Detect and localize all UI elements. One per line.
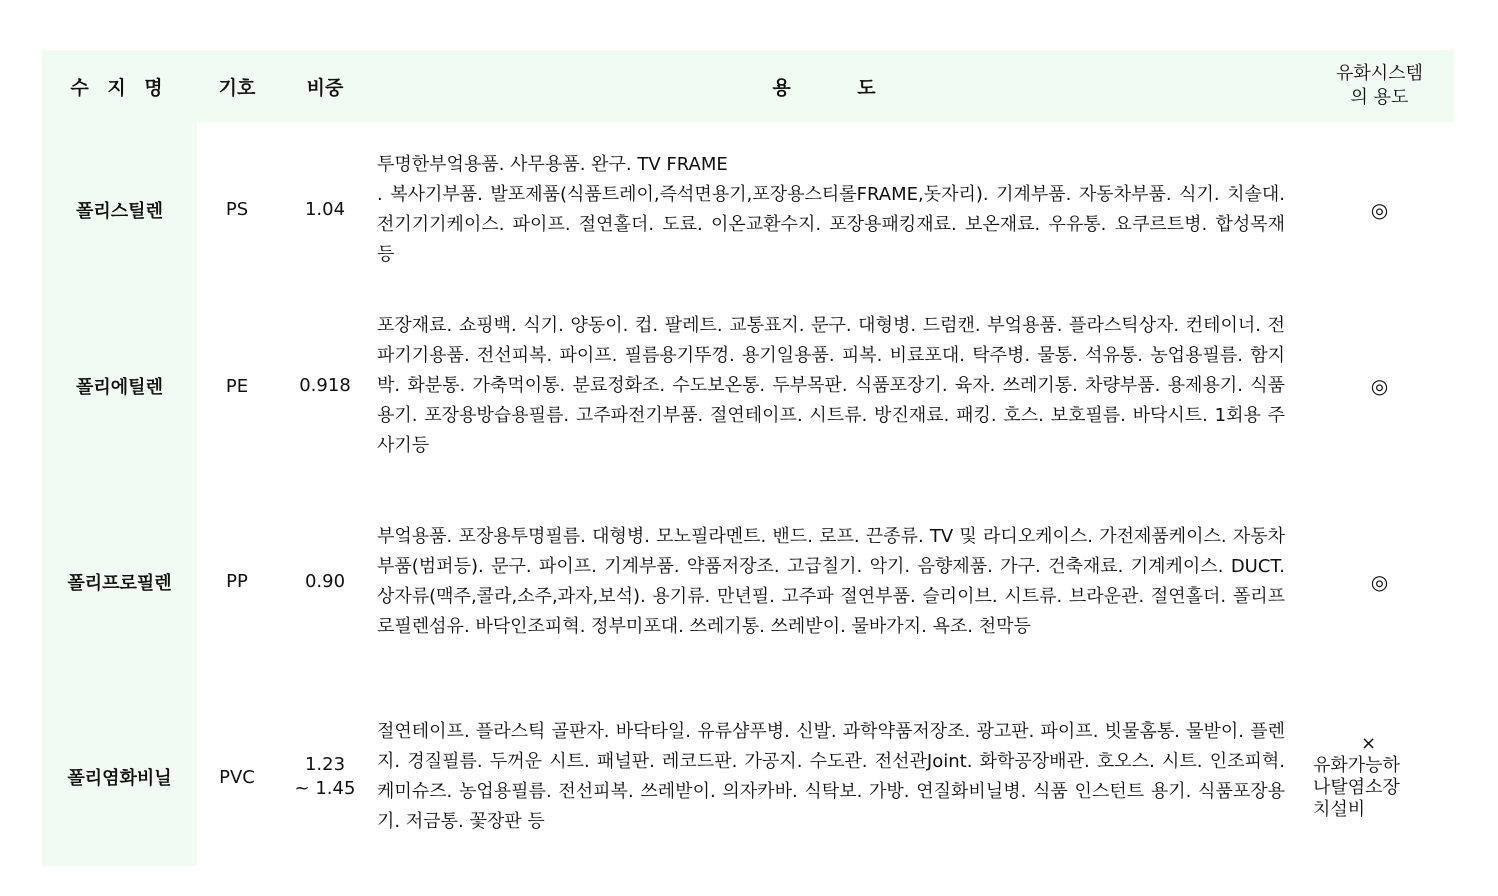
header-vulcan-line1: 유화시스템 — [1336, 63, 1423, 84]
resin-symbol: PP — [226, 571, 248, 592]
header-gravity: 비중 — [306, 76, 344, 99]
usage-line: 투명한부엌용품. 사무용품. 완구. TV FRAME — [377, 153, 728, 175]
resin-name: 폴리에틸렌 — [42, 297, 197, 475]
table-row — [42, 688, 1454, 866]
resin-name: 폴리프로필렌 — [42, 475, 197, 688]
resin-symbol: PVC — [219, 766, 255, 788]
resin-usage: 부엌용품. 포장용투명필름. 대형병. 모노필라멘트. 밴드. 로프. 끈종류. TV 및 라디오케이스. 가전제품케이스. 자동차부품(범퍼등). 문구. 파이프. 기계부품. 약품저장조. 고급칠기. 악기. 음향제품. 가구. 건축재료. 기계케이스. DUCT. 상자류(맥주,콜라,소주,과자,보석). 용기류. 만년필. 고주파 절연부품. 슬리이브. 시트류. 브라운관. 절연홀더. 폴리프로필렌섬유. 바닥인조피혁. 정부미포대. 쓰레기통. 쓰레받이. 물바가지. 욕조. 천막등 — [377, 525, 1285, 637]
resin-usage: 포장재료. 쇼핑백. 식기. 양동이. 컵. 팔레트. 교통표지. 문구. 대형병. 드럼캔. 부엌용품. 플라스틱상자. 컨테이너. 전파기기용품. 전선피복. 파이프. 필름용기뚜껑. 용기일용품. 피복. 비료포대. 탁주병. 물통. 석유통. 농업용필름. 함지박. 화분통. 가축먹이통. 분료정화조. 수도보온통. 두부목판. 식품포장기. 육자. 쓰레기통. 차량부품. 용제용기. 식품용기. 포장용방습용필름. 고주파전기부품. 절연테이프. 시트류. 방진재료. 패킹. 호스. 보호필름. 바닥시트. 1회용 주사기등 — [377, 315, 1285, 456]
usage-line: . 복사기부품. 발포제품(식품트레이,즉석면용기,포장용스티롤FRAME,돗자리). 기계부품. 자동차부품. 식기. 치솔대. 전기기기케이스. 파이프. 절연홀더. 도료. 이온교환수지. 포장용패킹재료. 보온재료. 우유통. 요쿠르트병. 합성목재 등 — [377, 183, 1285, 265]
resin-symbol: PE — [225, 375, 249, 397]
vulcan-usage-note — [1305, 688, 1454, 866]
vulcan-usage-mark: ◎ — [1370, 569, 1389, 594]
header-vulcan-line2: 의 용도 — [1350, 87, 1409, 108]
table-header-row — [42, 50, 1454, 122]
resin-usage-table — [42, 50, 1454, 866]
resin-name: 폴리염화비닐 — [42, 688, 197, 866]
header-vulcan-usage — [1305, 50, 1454, 122]
vulcan-note-line: 유화가능하 — [1313, 755, 1400, 776]
vulcan-note-line: 치설비 — [1313, 799, 1366, 820]
resin-gravity: 1.04 — [304, 198, 346, 220]
header-usage: 용 도 — [772, 76, 906, 99]
resin-usage — [373, 122, 1305, 297]
resin-usage: 절연테이프. 플라스틱 골판자. 바닥타일. 유류샴푸병. 신발. 과학약품저장조. 광고판. 파이프. 빗물홈통. 물받이. 플렌지. 경질필름. 두꺼운 시트. 패널판. 레코드판. 가공지. 수도관. 전선관Joint. 화학공장배관. 호오스. 시트. 인조피혁. 케미슈즈. 농업용필름. 전선피복. 쓰레받이. 의자카바. 식탁보. 가방. 연질화비닐병. 식품 인스턴트 용기. 식품포장용기. 저금통. 꽃장판 등 — [377, 721, 1285, 832]
resin-usage-table-wrapper — [42, 50, 1454, 866]
gravity-line: ~ 1.45 — [294, 778, 356, 799]
resin-gravity — [277, 688, 373, 866]
resin-gravity: 0.918 — [299, 375, 351, 396]
gravity-line: 1.23 — [304, 754, 346, 775]
resin-gravity: 0.90 — [304, 570, 346, 592]
resin-name: 폴리스틸렌 — [42, 122, 197, 297]
header-resin-name: 수 지 명 — [70, 76, 169, 99]
vulcan-note-line: 나탈염소장 — [1313, 777, 1400, 798]
table-row — [42, 297, 1454, 475]
vulcan-usage-mark: ◎ — [1370, 374, 1389, 398]
cross-mark: × — [1360, 733, 1377, 754]
table-row — [42, 122, 1454, 297]
resin-symbol: PS — [225, 199, 249, 220]
vulcan-usage-mark: ◎ — [1370, 197, 1389, 222]
table-row — [42, 475, 1454, 688]
header-symbol: 기호 — [218, 76, 256, 99]
